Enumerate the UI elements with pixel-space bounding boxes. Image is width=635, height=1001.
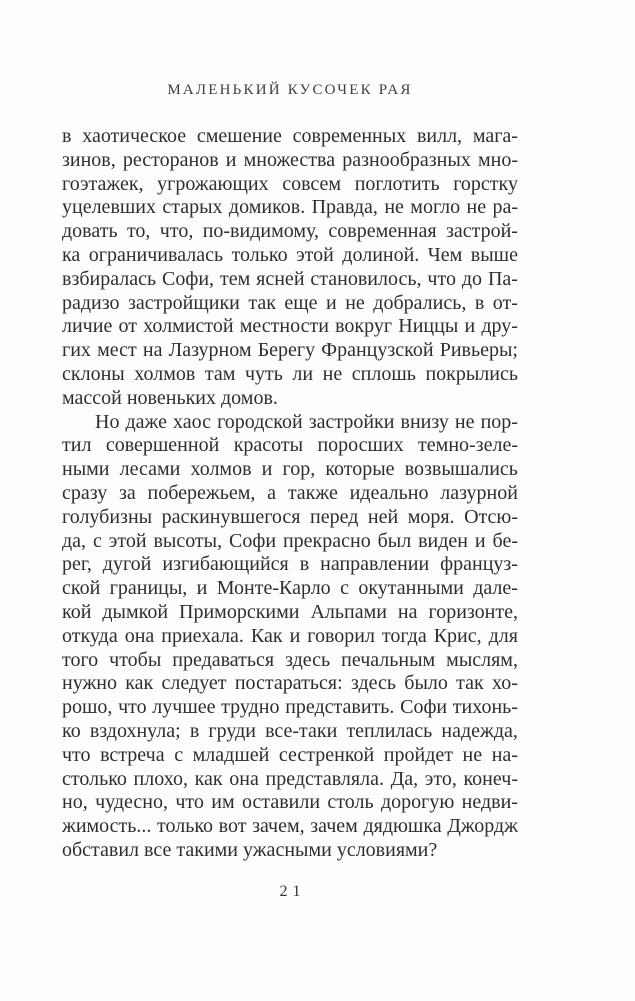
word: только	[231, 243, 288, 266]
word: ными	[62, 458, 110, 481]
text-line	[62, 720, 518, 744]
word: лучшее	[152, 696, 216, 719]
word: она	[124, 624, 155, 647]
word: ресторанов	[122, 148, 219, 171]
word: гоэтажек,	[62, 172, 144, 195]
word: этой	[108, 529, 147, 552]
word: следует	[161, 672, 227, 695]
text-line	[62, 315, 518, 339]
word: от	[118, 315, 137, 338]
word: старых	[162, 196, 223, 219]
text-line	[62, 173, 518, 197]
text-line	[62, 458, 518, 482]
word: был	[377, 529, 412, 552]
word: ка	[62, 243, 81, 266]
word: городской	[217, 410, 303, 433]
word: Ривьеры;	[439, 339, 518, 362]
word: совершенной	[105, 434, 220, 457]
text-line	[62, 649, 518, 673]
word: уцелевших	[62, 196, 156, 219]
word: как	[125, 672, 154, 695]
word: бе-	[492, 529, 518, 552]
word: она	[229, 767, 259, 790]
word: только	[157, 815, 214, 838]
word: ограничивалась	[88, 243, 224, 266]
word: плохо,	[133, 767, 188, 790]
word: покрылись	[425, 362, 518, 385]
word: предаваться	[172, 648, 275, 671]
word: прекрасно	[282, 529, 371, 552]
word: надежда,	[441, 719, 518, 742]
word: с	[92, 529, 102, 552]
word: на	[142, 339, 163, 362]
text-line	[62, 672, 518, 696]
word: все-таки	[265, 719, 338, 742]
word: тихонь-	[452, 696, 518, 719]
word: ней	[367, 505, 399, 528]
text-line	[62, 411, 518, 435]
word: в	[189, 719, 200, 742]
word: даже	[125, 410, 167, 433]
word: столько	[62, 767, 127, 790]
word: лесами	[119, 458, 181, 481]
word: недви-	[461, 791, 518, 814]
word: мест	[97, 339, 137, 362]
word: раскинувшегося	[161, 505, 301, 528]
word: что	[427, 267, 456, 290]
word: изгибающийся	[162, 553, 289, 576]
word: до	[461, 267, 483, 290]
word: за	[119, 481, 136, 504]
word: и	[289, 624, 301, 647]
word: и	[196, 577, 208, 600]
word: горизонте,	[428, 600, 518, 623]
word: жимость...	[62, 815, 152, 838]
word: мно-	[477, 148, 518, 171]
word: рошо,	[62, 696, 113, 719]
word: Французской	[321, 339, 434, 362]
word: ясней	[256, 267, 305, 290]
word: пор-	[480, 410, 518, 433]
word: груди	[208, 719, 256, 742]
word: здесь	[350, 672, 396, 695]
word: Софи,	[162, 267, 215, 290]
word: не	[466, 196, 487, 219]
word: здесь	[285, 648, 331, 671]
word: для	[488, 624, 518, 647]
word: откуда	[62, 624, 118, 647]
word: чтобы	[109, 648, 162, 671]
word: столь	[327, 791, 374, 814]
word: поглотить	[354, 172, 440, 195]
word: местности	[239, 315, 329, 338]
word: границы,	[109, 577, 188, 600]
word: Отсю-	[464, 505, 518, 528]
word: Монте-Карло	[216, 577, 331, 600]
word: хаотическое	[82, 125, 187, 147]
word: младшей	[192, 743, 270, 766]
word: Па-	[487, 267, 518, 290]
word: холмов	[190, 458, 252, 481]
word: современная	[328, 220, 437, 243]
word: тогда	[381, 624, 427, 647]
text-line	[62, 530, 518, 554]
word: что	[118, 696, 147, 719]
word: красоты	[233, 434, 304, 457]
word: внизу	[400, 410, 449, 433]
word: ской	[62, 577, 101, 600]
word: множества	[243, 148, 336, 171]
word: вокруг	[335, 315, 393, 338]
text-line	[62, 791, 518, 815]
text-line: массой новеньких домов.	[62, 386, 278, 409]
word: что	[175, 791, 204, 814]
word: лазурной	[440, 481, 518, 504]
word: вздохнула;	[89, 719, 181, 742]
text-line	[62, 625, 518, 649]
word: нужно	[62, 672, 117, 695]
word: трудно	[221, 696, 280, 719]
word: современных	[292, 125, 407, 147]
word: как	[194, 767, 223, 790]
word: дымкой	[102, 600, 169, 623]
word: могло	[410, 196, 461, 219]
word: Ниццы	[398, 315, 459, 338]
word: в	[474, 291, 485, 314]
word: сплошь	[351, 362, 416, 385]
text-line	[62, 815, 518, 839]
word: тем	[219, 267, 251, 290]
word: разнообразных	[342, 148, 471, 171]
running-head: МАЛЕНЬКИЙ КУСОЧЕК РАЯ	[167, 82, 413, 98]
word: долиной.	[342, 243, 420, 266]
word: окутанными	[358, 577, 464, 600]
word: Альпами	[310, 600, 387, 623]
word: дядюшка	[363, 815, 442, 838]
word: дру-	[481, 315, 518, 338]
paragraph	[62, 411, 518, 863]
word: и	[225, 148, 237, 171]
word: и	[326, 291, 337, 314]
text-line	[62, 482, 518, 506]
word: представляла.	[265, 767, 384, 790]
word: Как	[250, 624, 283, 647]
word: Берегу	[257, 339, 316, 362]
word: рег,	[62, 553, 92, 576]
word: этой	[296, 243, 334, 266]
word: дале-	[473, 577, 518, 600]
word: вот	[218, 815, 247, 838]
page-body	[62, 125, 518, 863]
word: пройдет	[383, 743, 453, 766]
word: зачем,	[252, 815, 305, 838]
text-line: обставил все такими ужасными условиями?	[62, 838, 438, 861]
text-line	[62, 125, 518, 149]
word: застройки	[308, 410, 395, 433]
word: перед	[310, 505, 359, 528]
word: не	[384, 196, 404, 219]
word: с	[174, 743, 184, 766]
word: встреча	[100, 743, 165, 766]
word: приехала.	[161, 624, 244, 647]
word: но,	[62, 791, 88, 814]
word: темно-зеле-	[418, 434, 518, 457]
word: по-видимому,	[202, 220, 320, 243]
word: побережьем,	[147, 481, 256, 504]
text-line	[62, 220, 518, 244]
word: тил	[62, 434, 92, 457]
text-line	[62, 601, 518, 625]
word: холмов	[134, 362, 196, 385]
word: Джордж	[447, 815, 518, 838]
word: в	[62, 125, 72, 147]
text-line	[62, 363, 518, 387]
word: гих	[62, 339, 91, 362]
word: и	[474, 529, 486, 552]
word: горстку	[453, 172, 518, 195]
word: идеально	[349, 481, 429, 504]
word: кой	[62, 600, 92, 623]
word: сразу	[62, 481, 108, 504]
word: Лазурном	[168, 339, 252, 362]
word: голубизны	[62, 505, 153, 528]
word: не	[322, 362, 343, 385]
word: зачем	[310, 815, 358, 838]
word: на	[397, 600, 418, 623]
word: Правда,	[311, 196, 378, 219]
word: мага-	[472, 125, 518, 147]
word: радизо	[62, 291, 120, 314]
word: и	[261, 458, 273, 481]
word: ли	[292, 362, 314, 385]
word: говорил	[307, 624, 375, 647]
word: вилл,	[416, 125, 463, 147]
word: дорогую	[380, 791, 455, 814]
word: взбиралась	[62, 267, 157, 290]
word: довать	[62, 220, 118, 243]
word: что	[62, 743, 91, 766]
text-line	[62, 268, 518, 292]
word: становилось,	[310, 267, 422, 290]
word: на-	[491, 743, 518, 766]
word: было	[404, 672, 448, 695]
word: застрой-	[445, 220, 518, 243]
word: француз-	[440, 553, 518, 576]
word: от-	[492, 291, 518, 314]
word: что,	[159, 220, 194, 243]
text-line	[62, 149, 518, 173]
word: им	[211, 791, 235, 814]
word: личие	[62, 315, 113, 338]
word: так	[248, 291, 276, 314]
word: Софи	[229, 529, 277, 552]
word: да,	[62, 529, 87, 552]
word: виден	[418, 529, 469, 552]
word: и	[464, 315, 476, 338]
word: моря.	[407, 505, 455, 528]
word: смешение	[196, 125, 282, 147]
word: печальным	[341, 648, 436, 671]
word: ко	[62, 719, 81, 742]
word: гор,	[282, 458, 316, 481]
word: представить.	[285, 696, 395, 719]
word: не	[454, 410, 475, 433]
word: которые	[325, 458, 395, 481]
text-line	[62, 577, 518, 601]
text-line	[62, 434, 518, 458]
word: в	[299, 553, 310, 576]
word: Приморскими	[179, 600, 300, 623]
text-line	[62, 292, 518, 316]
word: постараться:	[234, 672, 343, 695]
word: не	[462, 743, 483, 766]
text-line	[62, 553, 518, 577]
word: мыслям,	[446, 648, 518, 671]
word: того	[62, 648, 99, 671]
word: а	[267, 481, 277, 504]
text-line	[62, 696, 518, 720]
word: направлении	[320, 553, 430, 576]
word: сестренкой	[278, 743, 375, 766]
text-line	[62, 339, 518, 363]
word: выше	[470, 243, 518, 266]
word: склоны	[62, 362, 125, 385]
word: также	[287, 481, 338, 504]
word: Но	[95, 410, 120, 433]
word: Да,	[390, 767, 419, 790]
word: застройщики	[128, 291, 240, 314]
word: там	[204, 362, 236, 385]
word: совсем	[282, 172, 342, 195]
word: так	[456, 672, 484, 695]
text-line	[62, 768, 518, 792]
word: дугой	[102, 553, 152, 576]
word: еще	[284, 291, 318, 314]
text-line	[62, 196, 518, 220]
word: конеч-	[463, 767, 518, 790]
word: ра-	[492, 196, 518, 219]
word: с	[340, 577, 349, 600]
word: чудесно,	[95, 791, 168, 814]
word: угрожающих	[157, 172, 269, 195]
text-line	[62, 506, 518, 530]
word: зинов,	[62, 148, 116, 171]
text-line	[62, 244, 518, 268]
word: высоты,	[153, 529, 223, 552]
word: теплилась	[346, 719, 433, 742]
word: возвышались	[404, 458, 518, 481]
word: Софи	[400, 696, 448, 719]
word: добрались,	[373, 291, 467, 314]
page-number: 21	[279, 883, 306, 900]
word: домиков.	[228, 196, 306, 219]
word: то,	[126, 220, 151, 243]
word: Крис,	[433, 624, 482, 647]
word: чуть	[244, 362, 283, 385]
word: оставили	[241, 791, 321, 814]
word: это,	[424, 767, 457, 790]
word: поросших	[317, 434, 404, 457]
word: хо-	[492, 672, 518, 695]
word: хаос	[173, 410, 212, 433]
paragraph	[62, 125, 518, 411]
text-line	[62, 744, 518, 768]
word: Чем	[427, 243, 463, 266]
word: не	[345, 291, 365, 314]
word: холмистой	[143, 315, 234, 338]
